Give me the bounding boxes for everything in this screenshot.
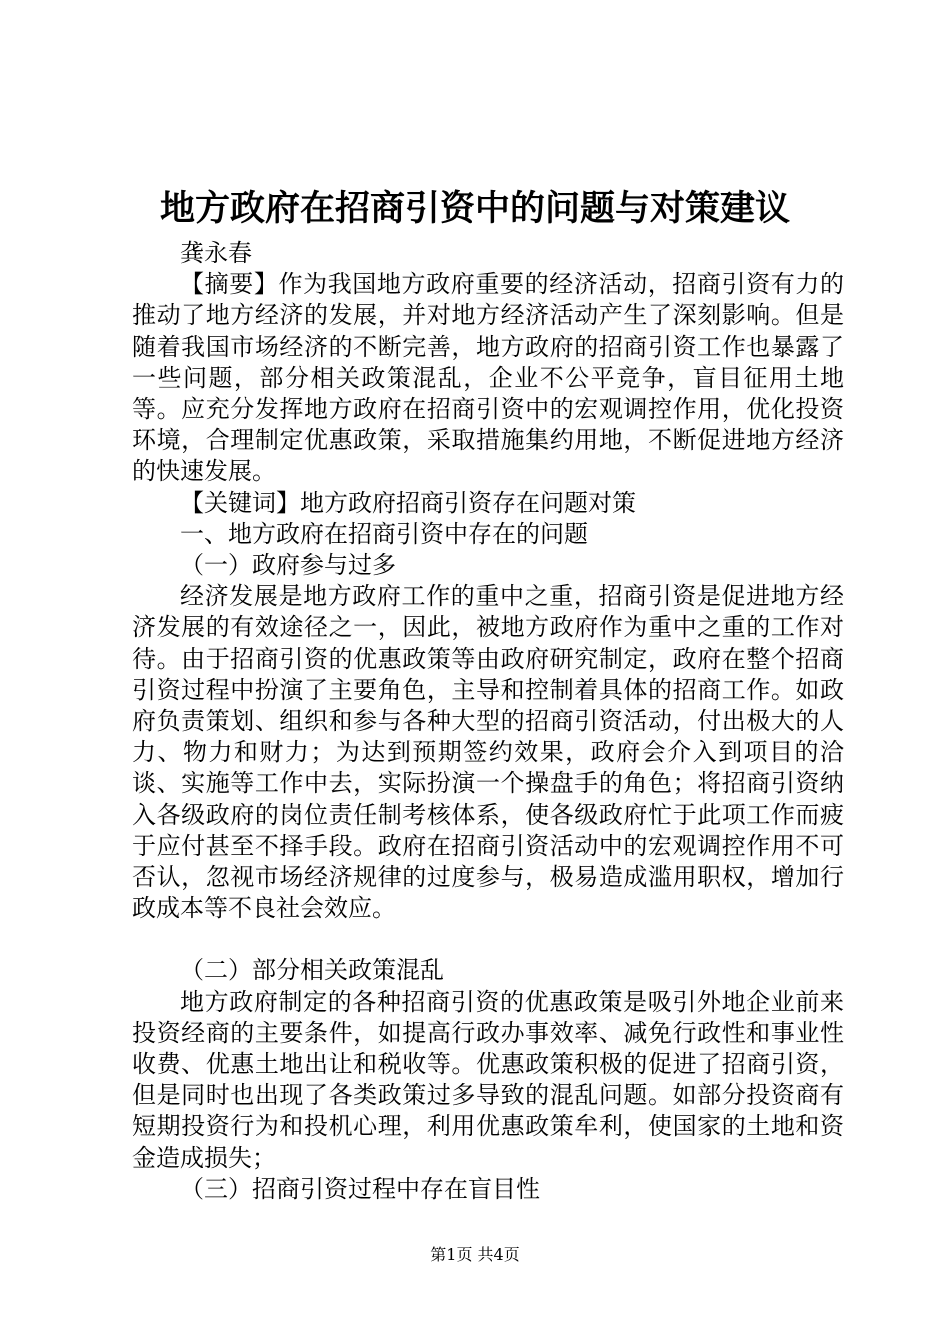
- subsection-body-1: 经济发展是地方政府工作的重中之重，招商引资是促进地方经济发展的有效途径之一，因此，被地方政府作为重中之重的工作对待。由于招商引资的优惠政策等由政府研究制定，政府在整个招商引资过程中扮演了主要角色，主导和控制着具体的招商工作。如政府负责策划、组织和参与各种大型的招商引资活动，付出极大的人力、物力和财力；为达到预期签约效果，政府会介入到项目的洽谈、实施等工作中去，实际扮演一个操盘手的角色；将招商引资纳入各级政府的岗位责任制考核体系，使各级政府忙于此项工作而疲于应付甚至不择手段。政府在招商引资活动中的宏观调控作用不可否认，忽视市场经济规律的过度参与，极易造成滥用职权，增加行政成本等不良社会效应。: [132, 582, 844, 923]
- subsection-heading-1: （一）政府参与过多: [180, 551, 396, 580]
- subsection-body-2: 地方政府制定的各种招商引资的优惠政策是吸引外地企业前来投资经商的主要条件，如提高行政办事效率、减免行政性和事业性收费、优惠土地出让和税收等。优惠政策积极的促进了招商引资，但是同时也出现了各类政策过多导致的混乱问题。如部分投资商有短期投资行为和投机心理，利用优惠政策牟利，使国家的土地和资金造成损失；: [132, 987, 844, 1172]
- document-title: 地方政府在招商引资中的问题与对策建议: [159, 188, 790, 229]
- keywords-paragraph: 【关键词】地方政府招商引资存在问题对策: [180, 488, 636, 517]
- subsection-heading-2: （二）部分相关政策混乱: [180, 956, 444, 985]
- document-body: [132, 238, 844, 1205]
- subsection-heading-3: （三）招商引资过程中存在盲目性: [180, 1174, 540, 1203]
- author-name: 龚永春: [180, 239, 252, 267]
- abstract-paragraph: 【摘要】作为我国地方政府重要的经济活动，招商引资有力的推动了地方经济的发展，并对地方经济活动产生了深刻影响。但是随着我国市场经济的不断完善，地方政府的招商引资工作也暴露了一些问题，部分相关政策混乱，企业不公平竞争，盲目征用土地等。应充分发挥地方政府在招商引资中的宏观调控作用，优化投资环境，合理制定优惠政策，采取措施集约用地，不断促进地方经济的快速发展。: [132, 270, 844, 486]
- section-heading-1: 一、地方政府在招商引资中存在的问题: [180, 519, 588, 548]
- paragraph-spacer: [132, 924, 844, 955]
- page-footer: 第1页 共4页: [430, 1245, 520, 1264]
